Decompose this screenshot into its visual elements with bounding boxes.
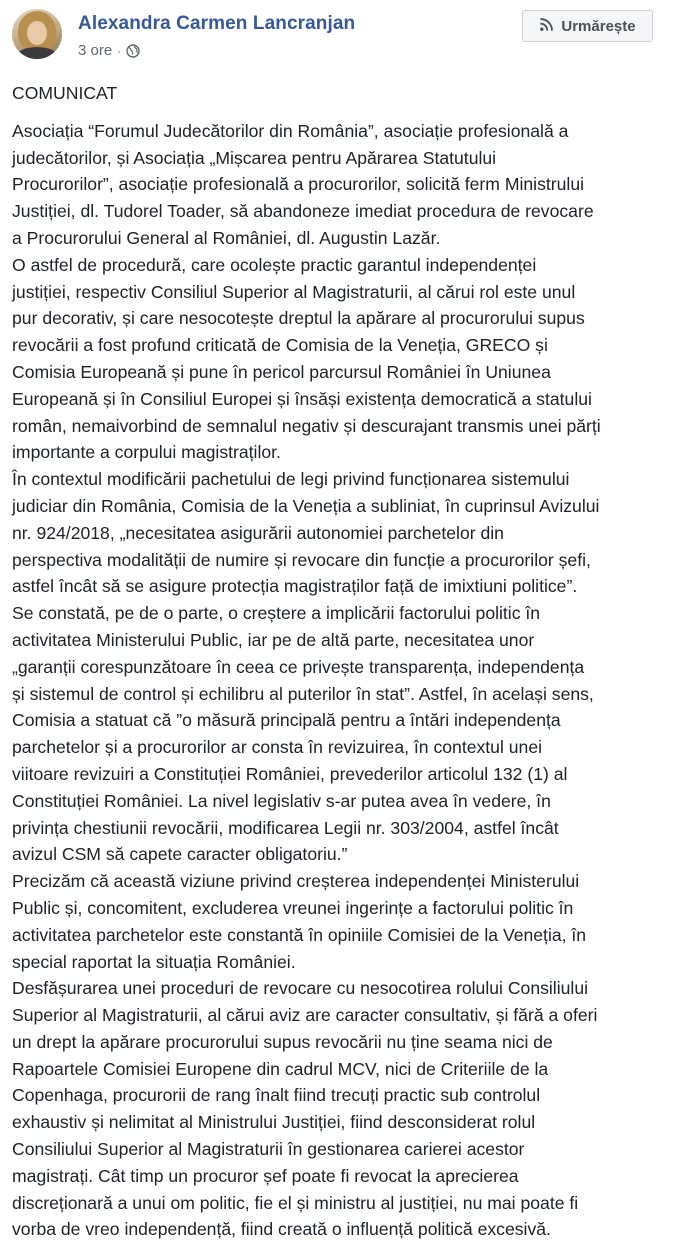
follow-button[interactable]: [522, 10, 653, 42]
paragraph: Asociația “Forumul Judecătorilor din România”, asociație profesională a judecătorilor, și Asociația „Mișcarea pentru Apărarea Statutului Procurorilor”, asociație profesională a procurorilor, solicită ferm Ministrului Justiției, dl. Tudorel Toader, să abandoneze imediat procedura de revocare a Procurorului General al României, dl. Augustin Lazăr.: [12, 120, 594, 248]
rss-icon: [539, 17, 554, 36]
paragraph: În contextul modificării pachetului de legi privind funcționarea sistemului judiciar din România, Comisia de la Veneția a subliniat, în cuprinsul Avizului nr. 924/2018, „necesitatea asigurării autonomiei parchetelor din perspectiva modalității de numire și revocare din funcție a procurorilor șefi, astfel încât să se asigure protecția magistraților față de imixtiuni politice”.: [12, 469, 600, 597]
paragraph: Se constată, pe de o parte, o creștere a implicării factorului politic în activitatea Ministerului Public, iar pe de altă parte, necesitatea unor „garanții corespunzătoare în ceea ce privește transparența, independența și sistemul de control și echilibru al puterilor în stat”. Astfel, în același sens, Comisia a statuat că ”o măsură principală pentru a întări independența parchetelor și a procurorilor ar consta în revizuirea, în contextul unei viitoare revizuiri a Constituției României, prevederilor articolul 132 (1) al Constituției României. La nivel legislativ s-ar putea avea în vedere, în privința chestiunii revocării, modificarea Legii nr. 303/2004, astfel încât avizul CSM să capete caracter obligatoriu.”: [12, 603, 594, 865]
author-name[interactable]: Alexandra Carmen Lancranjan: [78, 13, 356, 34]
post-meta: [78, 42, 140, 59]
follow-label: Urmărește: [561, 17, 636, 35]
post-heading: COMUNICAT: [12, 83, 118, 103]
paragraph: O astfel de procedură, care ocolește practic garantul independenței justiției, respectiv Consiliul Superior al Magistraturii, al cărui rol este unul pur decorativ, și care nesocotește dreptul la apărare al procurorului supus revocării a fost profund criticată de Comisia de la Veneția, GRECO și Comisia Europeană și pune în pericol parcursul României în Uniunea Europeană și în Consiliul Europei și însăși existența democratică a statului român, nemaivorbind de semnalul negativ și descurajant transmis unei părți importante a corpului magistraților.: [12, 254, 601, 463]
post-time[interactable]: 3 ore: [78, 42, 113, 59]
post-body: [12, 80, 698, 1243]
paragraph: Desfășurarea unei proceduri de revocare cu nesocotirea rolului Consiliului Superior al Magistraturii, al cărui aviz are caracter consultativ, și fără a oferi un drept la apărare procurorului supus revocării nu ține seama nici de Rapoartele Comisiei Europene din cadrul MCV, nici de Criteriile de la Copenhaga, procurorii de rang înalt fiind trecuți practic sub controlul exhaustiv și nelimitat al Ministrului Justiției, fiind desconsiderat rolul Consiliului Superior al Magistraturii în gestionarea carierei acestor magistrați. Cât timp un procuror șef poate fi revocat la aprecierea discreționară a unui om politic, fie el și ministru al justiției, nu mai poate fi vorba de vreo independență, fiind creată o influență politică excesivă.: [12, 978, 598, 1240]
avatar[interactable]: [12, 9, 62, 59]
meta-separator: ·: [117, 43, 122, 58]
globe-icon[interactable]: [126, 44, 140, 58]
paragraph: Precizăm că această viziune privind creșterea independenței Ministerului Public și, concomitent, excluderea vreunei ingerințe a factorului politic în activitatea parchetelor este constantă în opiniile Comisiei de la Veneția, în special raportat la situația României.: [12, 871, 587, 972]
post-header: [0, 0, 700, 80]
